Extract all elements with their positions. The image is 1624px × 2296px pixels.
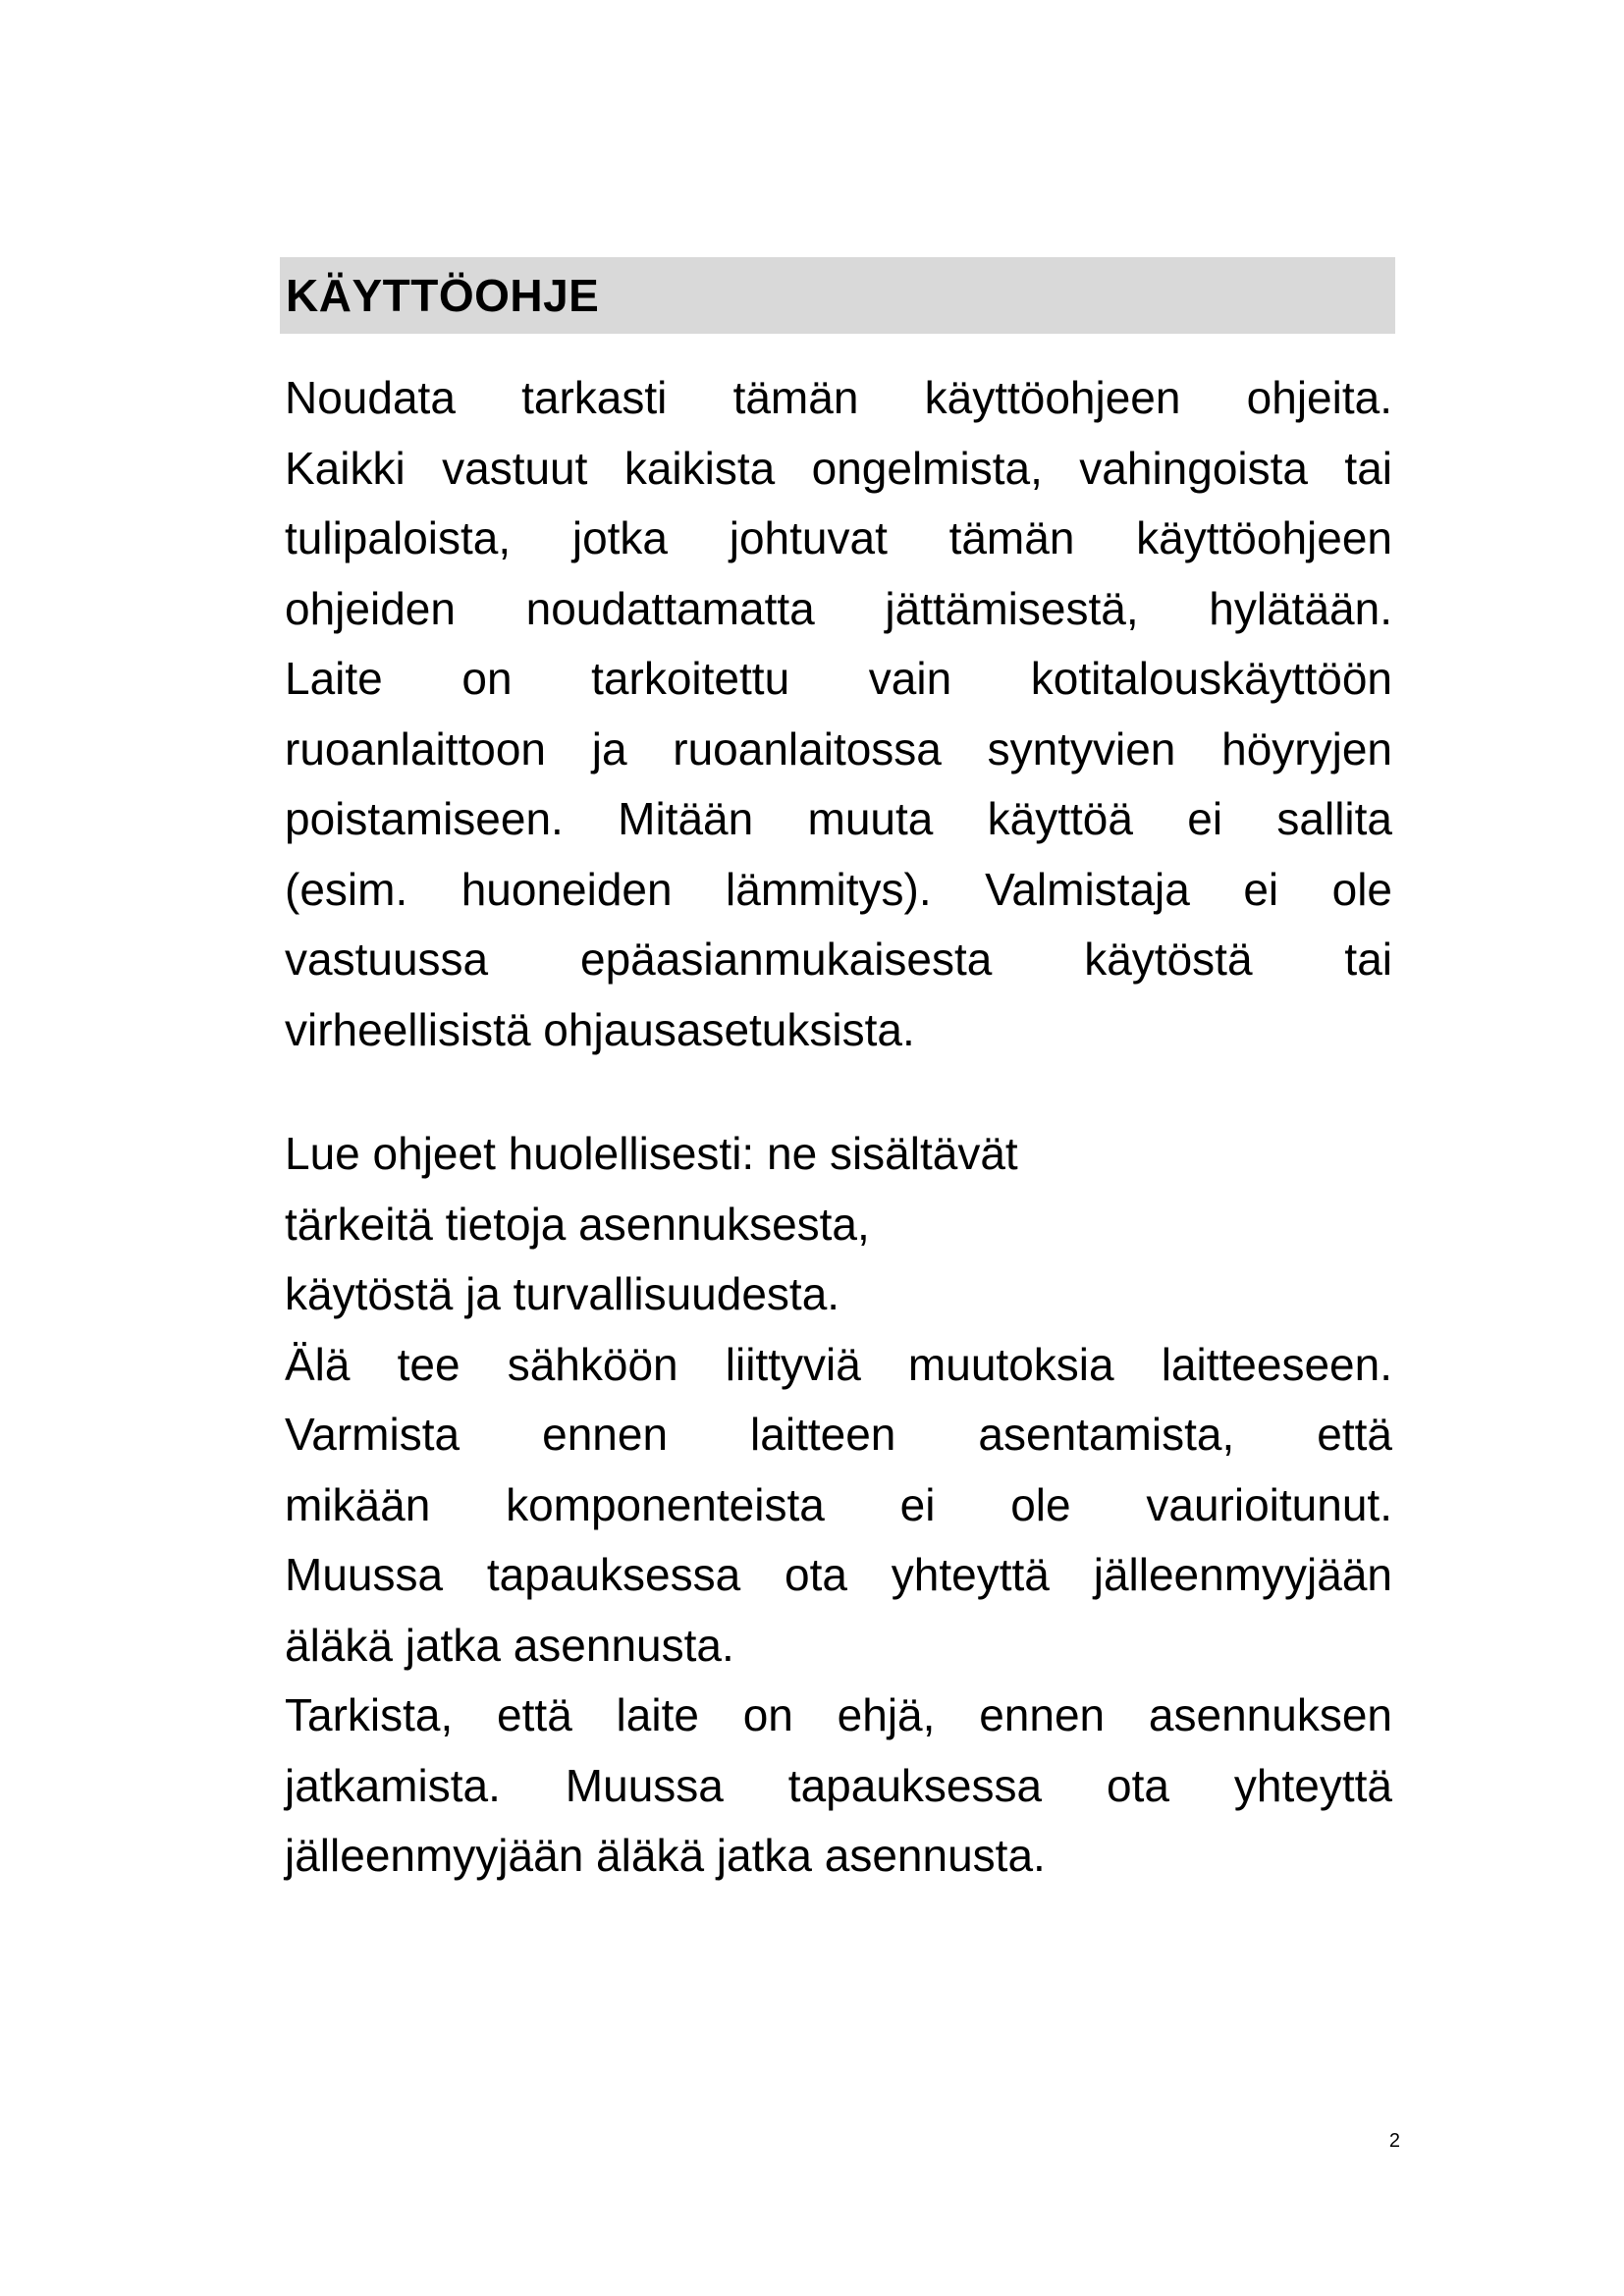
paragraph-line: tärkeitä tietoja asennuksesta, <box>285 1198 870 1250</box>
paragraph-line: Varmista ennen laitteen asentamista, että <box>285 1409 1392 1460</box>
paragraph-line: tulipaloista, jotka johtuvat tämän käyttöohjeen <box>285 512 1392 563</box>
paragraph-line: virheellisistä ohjausasetuksista. <box>285 1003 915 1055</box>
paragraph-line: Lue ohjeet huolellisesti: ne sisältävät <box>285 1128 1018 1179</box>
section-heading: KÄYTTÖOHJE <box>286 270 600 321</box>
section-heading-bar <box>280 257 1395 334</box>
paragraph-line: Älä tee sähköön liittyviä muutoksia laitteeseen. <box>285 1338 1392 1390</box>
paragraph-line: ruoanlaittoon ja ruoanlaitossa syntyvien höyryjen <box>285 722 1392 774</box>
paragraph-line: vastuussa epäasianmukaisesta käytöstä tai <box>285 934 1392 985</box>
paragraph-line: Muussa tapauksessa ota yhteyttä jälleenmyyjään <box>285 1549 1392 1600</box>
paragraph-line: Kaikki vastuut kaikista ongelmista, vahingoista tai <box>285 442 1392 494</box>
paragraph-line: jälleenmyyjään äläkä jatka asennusta. <box>285 1830 1046 1881</box>
paragraph-line: Tarkista, että laite on ehjä, ennen asennuksen <box>285 1689 1392 1740</box>
paragraph-line: käytöstä ja turvallisuudesta. <box>285 1268 840 1319</box>
paragraph-intended-use <box>285 363 1392 1065</box>
paragraph-line: Noudata tarkasti tämän käyttöohjeen ohjeita. <box>285 372 1392 423</box>
paragraph-line: mikään komponenteista ei ole vaurioitunut. <box>285 1478 1392 1530</box>
page-number: 2 <box>1388 2130 1400 2152</box>
paragraph-safety-instructions <box>285 1119 1392 1892</box>
paragraph-line: äläkä jatka asennusta. <box>285 1619 734 1671</box>
paragraph-line: poistamiseen. Mitään muuta käyttöä ei sallita <box>285 793 1392 844</box>
paragraph-line: Laite on tarkoitettu vain kotitalouskäyttöön <box>285 653 1392 704</box>
paragraph-line: jatkamista. Muussa tapauksessa ota yhteyttä <box>285 1759 1392 1811</box>
paragraph-line: ohjeiden noudattamatta jättämisestä, hylätään. <box>285 582 1392 634</box>
paragraph-line: (esim. huoneiden lämmitys). Valmistaja ei ole <box>285 863 1392 915</box>
